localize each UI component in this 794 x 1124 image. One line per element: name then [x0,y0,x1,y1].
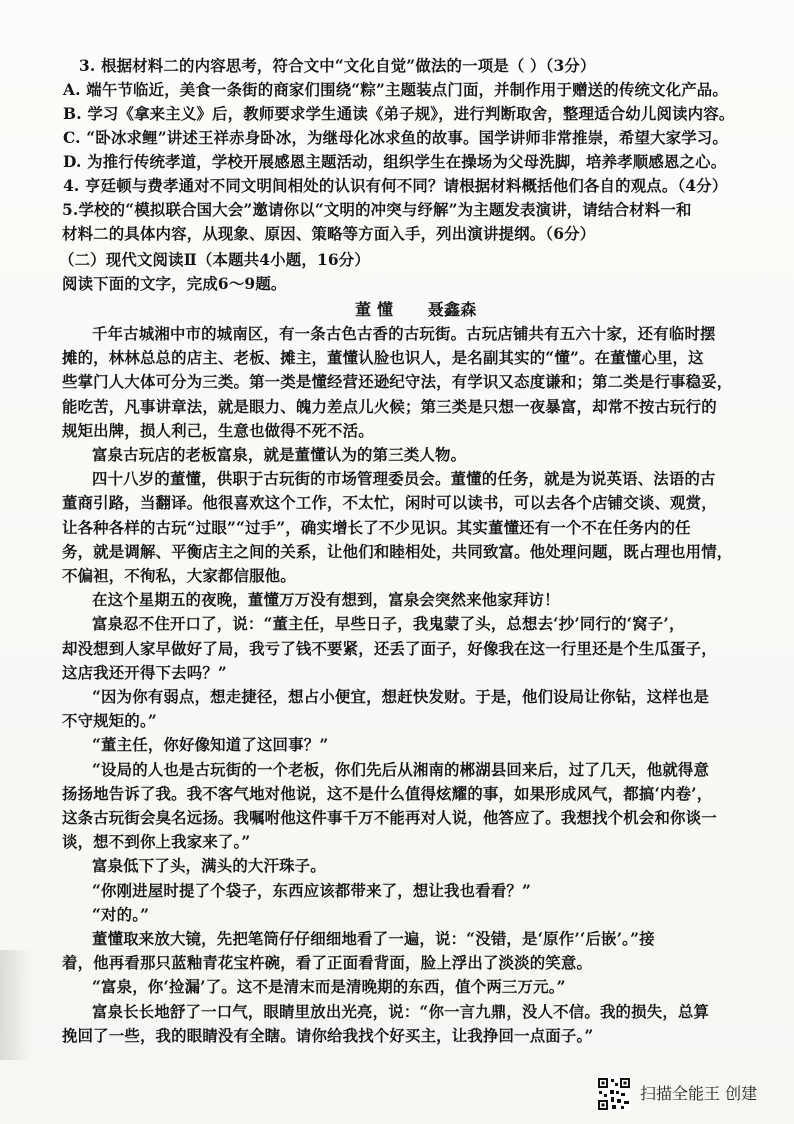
story-line: 让各种各样的古玩“过眼”“过手”，确实增长了不少见识。其实董懂还有一个不在任务内的任 [62,519,691,537]
story-line: 千年古城湘中市的城南区，有一条古色古香的古玩街。古玩店铺共有五六十家，还有临时摆 [92,325,716,343]
question-3-option-d: D. 为推行传统孝道，学校开展感恩主题活动，组织学生在操场为父母洗脚，培养孝顺感恩之心。 [63,153,727,171]
question-3-option-c: C. “卧冰求鲤”讲述王祥赤身卧冰，为继母化冰求鱼的故事。国学讲师非常推崇，希望大家学习。 [63,129,729,147]
story-line: 富泉低下了头，满头的大汗珠子。 [92,857,326,875]
question-5-line-2: 材料二的具体内容，从现象、原因、策略等方面入手，列出演讲提纲。（6分） [62,225,596,243]
story-line: 富泉忍不住开口了，说：“董主任，早些日子，我鬼蒙了头，总想去‘抄’同行的‘窝子’， [92,615,685,633]
story-line: 能吃苦，凡事讲章法，就是眼力、魄力差点儿火候；第三类是只想一夜暴富，却常不按古玩行的 [62,398,717,416]
question-4: 4. 亨廷顿与费孝通对不同文明间相处的认识有何不同？请根据材料概括他们各自的观点。（4分） [63,177,728,195]
story-line: “对的。” [92,906,150,924]
story-line: 谈，想不到你上我家来了。” [62,833,251,851]
story-line: 这店我还开得下去吗？” [62,664,227,682]
qr-code-icon [597,1077,631,1111]
story-line: “富泉，你‘捡漏’了。这不是清末而是清晚期的东西，值个两三万元。” [92,978,566,996]
story-line: 这条古玩街会臭名远扬。我嘱咐他这件事千万不能再对人说，他答应了。我想找个机会和你谈一 [62,809,717,827]
story-line: “因为你有弱点，想走捷径，想占小便宜，想赶快发财。于是，他们设局让你钻，这样也是 [92,688,710,706]
story-line: 挽回了一些，我的眼睛没有全瞎。请你给我找个好买主，让我挣回一点面子。” [62,1027,594,1045]
story-line: 在这个星期五的夜晚，董懂万万没有想到，富泉会突然来他家拜访！ [92,591,560,609]
question-3-option-b: B. 学习《拿来主义》后，教师要求学生通读《弟子规》，进行判断取舍，整理适合幼儿阅读内容。 [63,105,735,123]
question-3-option-a: A. 端午节临近，美食一条街的商家们围绕“粽”主题装点门面，并制作用于赠送的传统文化产品。 [63,81,728,99]
story-line: 董懂取来放大镜，先把笔筒仔仔细细地看了一遍，说：“没错，是‘原作’‘后嵌’。”接 [92,930,655,948]
story-line: 不偏袒，不徇私，大家都信服他。 [62,567,296,585]
story-line: “你刚进屋时提了个袋子，东西应该都带来了，想让我也看看？” [92,882,532,900]
scanner-watermark: 扫描全能王 创建 [640,1084,758,1103]
scan-edge-shadow [0,950,32,1060]
story-line: 却没想到人家早做好了局，我亏了钱不要紧，还丢了面子，好像我在这一行里还是个生瓜蛋子， [62,640,717,658]
question-5-line-1: 5.学校的“模拟联合国大会”邀请你以“文明的冲突与纾解”为主题发表演讲，请结合材料一和 [62,201,692,219]
story-line: 些掌门人大体可分为三类。第一类是懂经营还逊纪守法，有学识又态度谦和；第二类是行事稳妥， [62,373,733,391]
story-line: 不守规矩的。” [62,712,157,730]
story-line: 着，他再看那只蓝釉青花宝杵碗，看了正面看背面，脸上浮出了淡淡的笑意。 [62,954,593,972]
story-line: 规矩出牌，损人利己，生意也做得不死不活。 [62,422,374,440]
question-3-stem: 3. 根据材料二的内容思考，符合文中“文化自觉”做法的一项是（ ）（3分） [79,57,596,75]
story-line: 务，就是调解、平衡店主之间的关系，让他们和睦相处，共同致富。他处理问题，既占理也用情， [62,543,733,561]
story-title: 董 懂 聂鑫森 [355,300,477,319]
story-line: 四十八岁的董懂，供职于古玩街的市场管理委员会。董懂的任务，就是为说英语、法语的古 [92,470,716,488]
story-line: 董商引路，当翻译。他很喜欢这个工作，不太忙，闲时可以读书，可以去各个店铺交谈、观赏， [62,494,717,512]
story-line: 摊的，林林总总的店主、老板、摊主，董懂认脸也识人，是名副其实的“懂”。在董懂心里，这 [62,349,704,367]
reading-instruction: 阅读下面的文字，完成6～9题。 [62,275,287,293]
story-line: 富泉长长地舒了一口气，眼睛里放出光亮，说：“你一言九鼎，没人不信。我的损失，总算 [92,1003,710,1021]
story-line: “设局的人也是古玩街的一个老板，你们先后从湘南的郴湖县回来后，过了几天，他就得意 [92,761,710,779]
section-heading: （二）现代文阅读Ⅱ（本题共4小题，16分） [59,251,370,269]
story-line: 富泉古玩店的老板富泉，就是董懂认为的第三类人物。 [92,446,467,464]
story-line: “董主任，你好像知道了这回事？” [92,736,329,754]
story-line: 扬扬地告诉了我。我不客气地对他说，这不是什么值得炫耀的事，如果形成风气，都搞‘内卷’， [62,785,713,803]
